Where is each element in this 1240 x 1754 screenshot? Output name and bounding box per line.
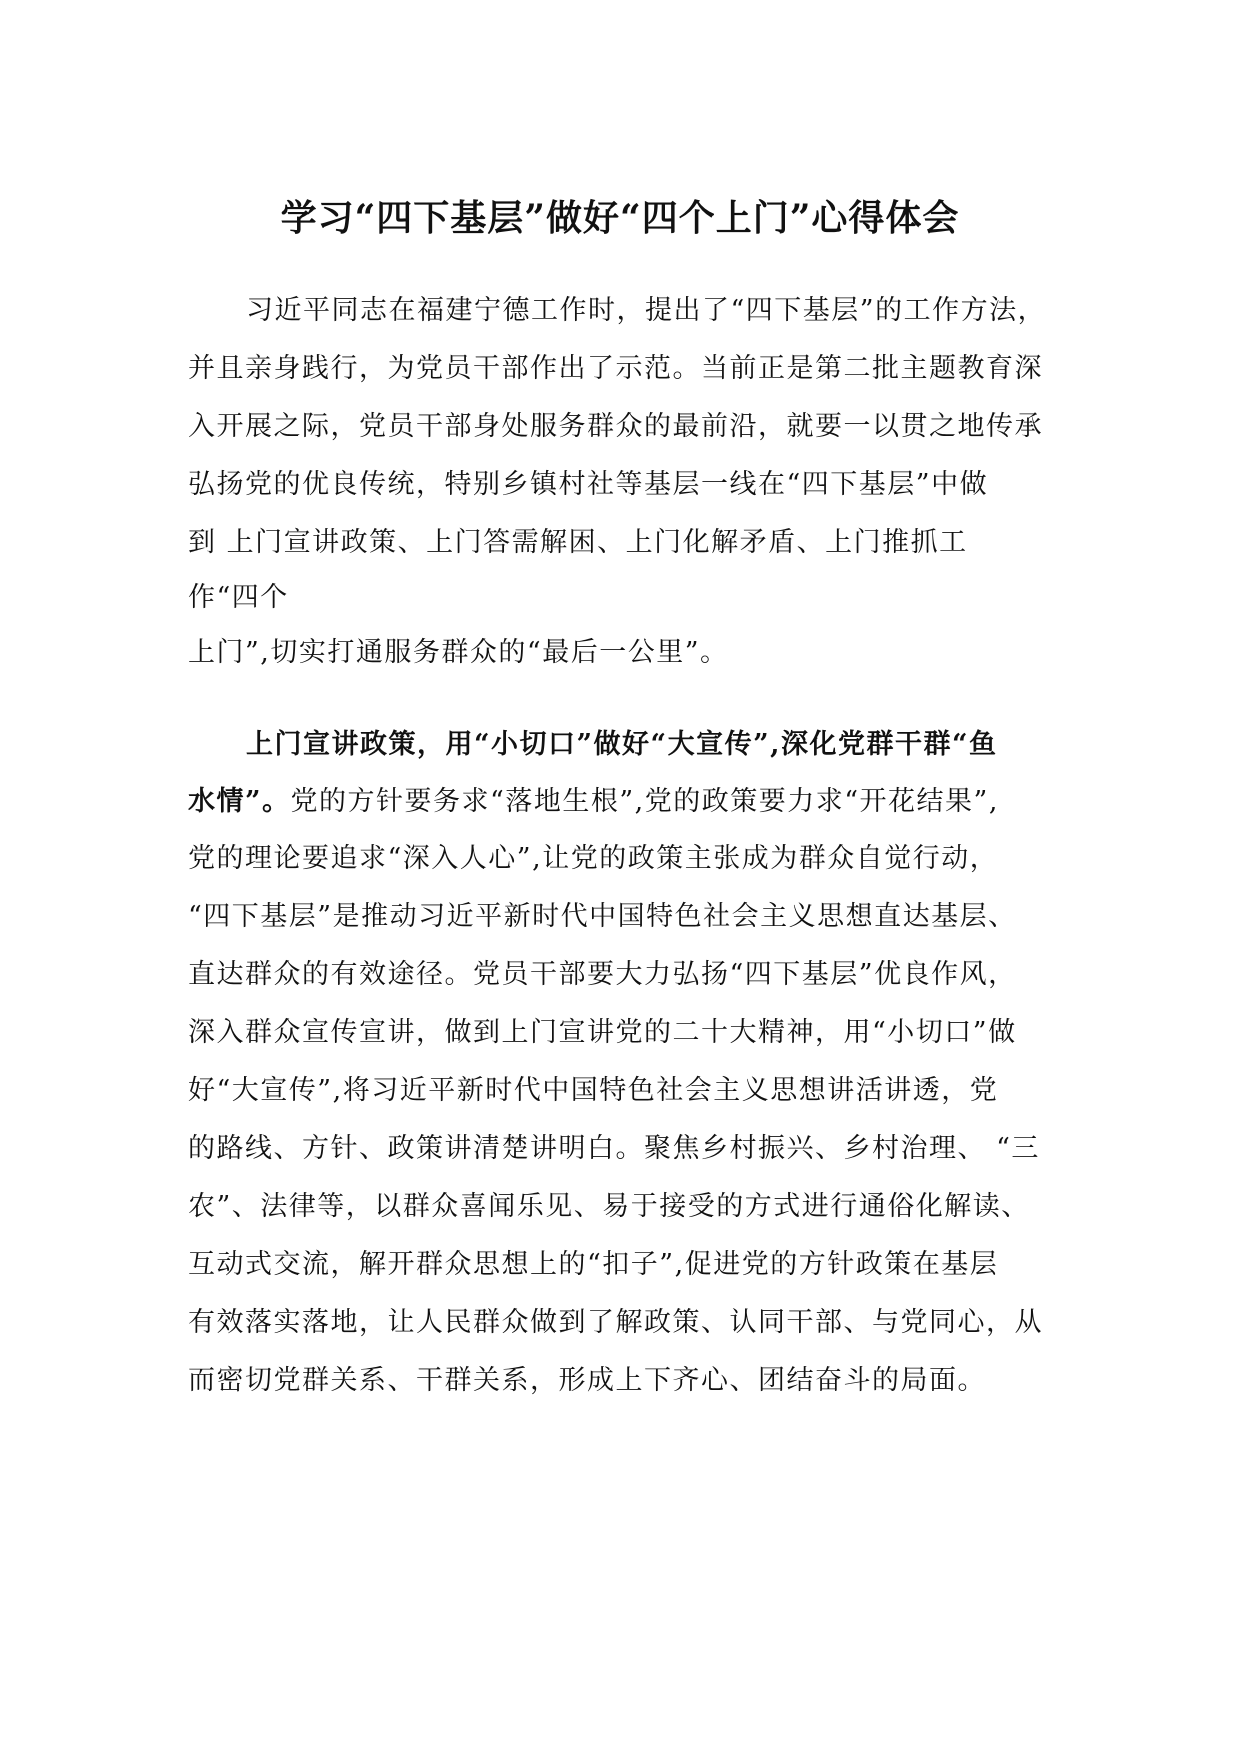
document-title: 学习“四下基层”做好“四个上门”心得体会 — [280, 197, 960, 239]
section-body-start: 党的方针要务求“落地生根”,党的政策要力求“开花结果”, — [290, 786, 999, 817]
section-body-line: 而密切党群关系、干群关系，形成上下齐心、团结奋斗的局面。 — [188, 1365, 986, 1396]
section-body-line: 有效落实落地，让人民群众做到了解政策、认同干部、与党同心，从 — [188, 1307, 1043, 1338]
section-heading-continuation — [188, 782, 999, 822]
intro-line: 上门”,切实打通服务群众的“最后一公里”。 — [188, 637, 729, 668]
section-heading-end: 水情”。 — [188, 786, 291, 817]
section-body-line: 党的理论要追求“深入人心”,让党的政策主张成为群众自觉行动， — [188, 843, 999, 874]
intro-line: 并且亲身践行，为党员干部作出了示范。当前正是第二批主题教育深 — [188, 353, 1043, 384]
intro-line: 到 上门宣讲政策、上门答需解困、上门化解矛盾、上门推抓工 — [188, 527, 968, 558]
section-body-line: 直达群众的有效途径。党员干部要大力弘扬“四下基层”优良作风， — [188, 959, 1017, 990]
section-body-line: “四下基层”是推动习近平新时代中国特色社会主义思想直达基层、 — [188, 901, 1017, 932]
section-body-line: 互动式交流，解开群众思想上的“扣子”,促进党的方针政策在基层 — [188, 1249, 999, 1280]
intro-line: 弘扬党的优良传统，特别乡镇村社等基层一线在“四下基层”中做 — [188, 469, 989, 500]
section-body-line: 深入群众宣传宣讲，做到上门宣讲党的二十大精神，用“小切口”做 — [188, 1017, 1017, 1048]
section-body-line: 农”、法律等，以群众喜闻乐见、易于接受的方式进行通俗化解读、 — [188, 1191, 1030, 1222]
intro-line: 入开展之际，党员干部身处服务群众的最前沿，就要一以贯之地传承 — [188, 411, 1043, 442]
section-body-line: 好“大宣传”,将习近平新时代中国特色社会主义思想讲活讲透，党 — [188, 1075, 999, 1106]
intro-line: 习近平同志在福建宁德工作时，提出了“四下基层”的工作方法， — [246, 295, 1047, 326]
section-body-line: 的路线、方针、政策讲清楚讲明白。聚焦乡村振兴、乡村治理、 “三 — [188, 1133, 1040, 1164]
section-heading: 上门宣讲政策，用“小切口”做好“大宣传”,深化党群干群“鱼 — [246, 729, 998, 760]
intro-line: 作“四个 — [188, 582, 289, 613]
